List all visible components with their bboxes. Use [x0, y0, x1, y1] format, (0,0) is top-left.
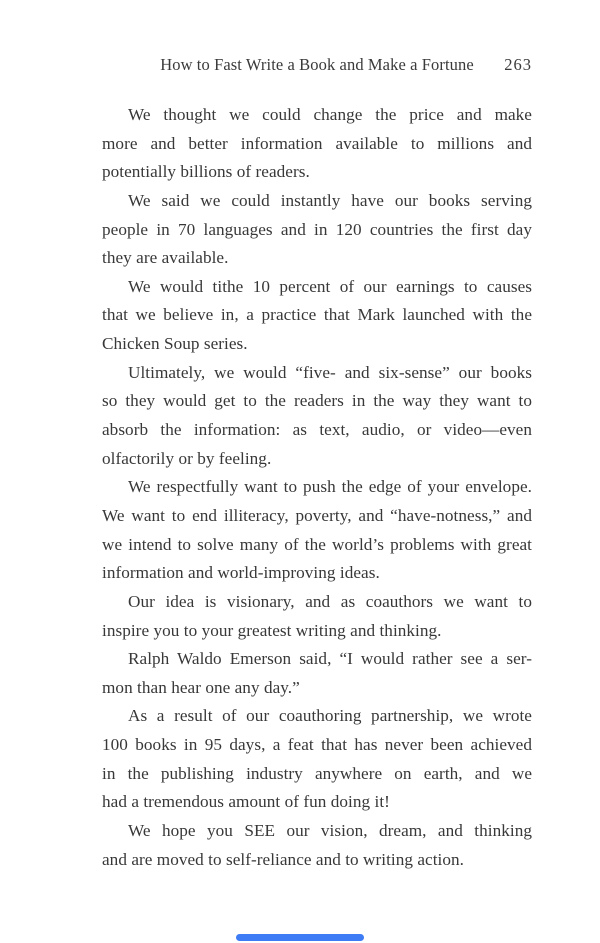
text-line: had a tremendous amount of fun doing it!: [102, 792, 390, 812]
text-line: that we believe in, a practice that Mark launched with the: [102, 305, 532, 325]
text-line: so they would get to the readers in the way they want to: [102, 391, 532, 411]
page-progress-indicator: [236, 934, 364, 941]
text-line: 100 books in 95 days, a feat that has never been achieved: [102, 735, 532, 755]
text-line: and are moved to self-reliance and to writing action.: [102, 849, 465, 869]
text-line: information and world-improving ideas.: [102, 563, 380, 583]
text-line: people in 70 languages and in 120 countries the first day: [102, 219, 532, 239]
text-line: We thought we could change the price and make: [128, 105, 532, 124]
text-line: inspire you to your greatest writing and thinking.: [102, 620, 442, 640]
text-line: We hope you SEE our vision, dream, and thinking: [128, 821, 532, 841]
text-line: more and better information available to millions and: [102, 133, 532, 153]
body-text: [102, 101, 532, 874]
text-line: We said we could instantly have our books serving: [128, 190, 532, 210]
text-line: We respectfully want to push the edge of your envelope.: [128, 477, 532, 497]
text-line: potentially billions of readers.: [102, 162, 310, 182]
text-line: Ultimately, we would “five- and six-sense” our books: [128, 362, 532, 382]
chapter-title: How to Fast Write a Book and Make a Fortune: [160, 55, 474, 74]
text-line: absorb the information: as text, audio, or video—even: [102, 420, 532, 440]
text-line: in the publishing industry anywhere on earth, and we: [102, 763, 532, 783]
text-line: We want to end illiteracy, poverty, and “have-notness,” and: [102, 505, 532, 525]
running-header: [102, 54, 532, 76]
text-line: As a result of our coauthoring partnership, we wrote: [128, 706, 532, 726]
text-line: they are available.: [102, 248, 229, 268]
text-line: mon than hear one any day.”: [102, 677, 300, 697]
text-line: Chicken Soup series.: [102, 334, 248, 354]
page-number: 263: [504, 55, 532, 74]
text-line: We would tithe 10 percent of our earnings to causes: [128, 276, 532, 296]
text-line: Our idea is visionary, and as coauthors we want to: [128, 591, 532, 611]
text-line: we intend to solve many of the world’s problems with great: [102, 534, 532, 554]
text-line: Ralph Waldo Emerson said, “I would rather see a ser-: [128, 649, 532, 669]
text-line: olfactorily or by feeling.: [102, 448, 272, 468]
